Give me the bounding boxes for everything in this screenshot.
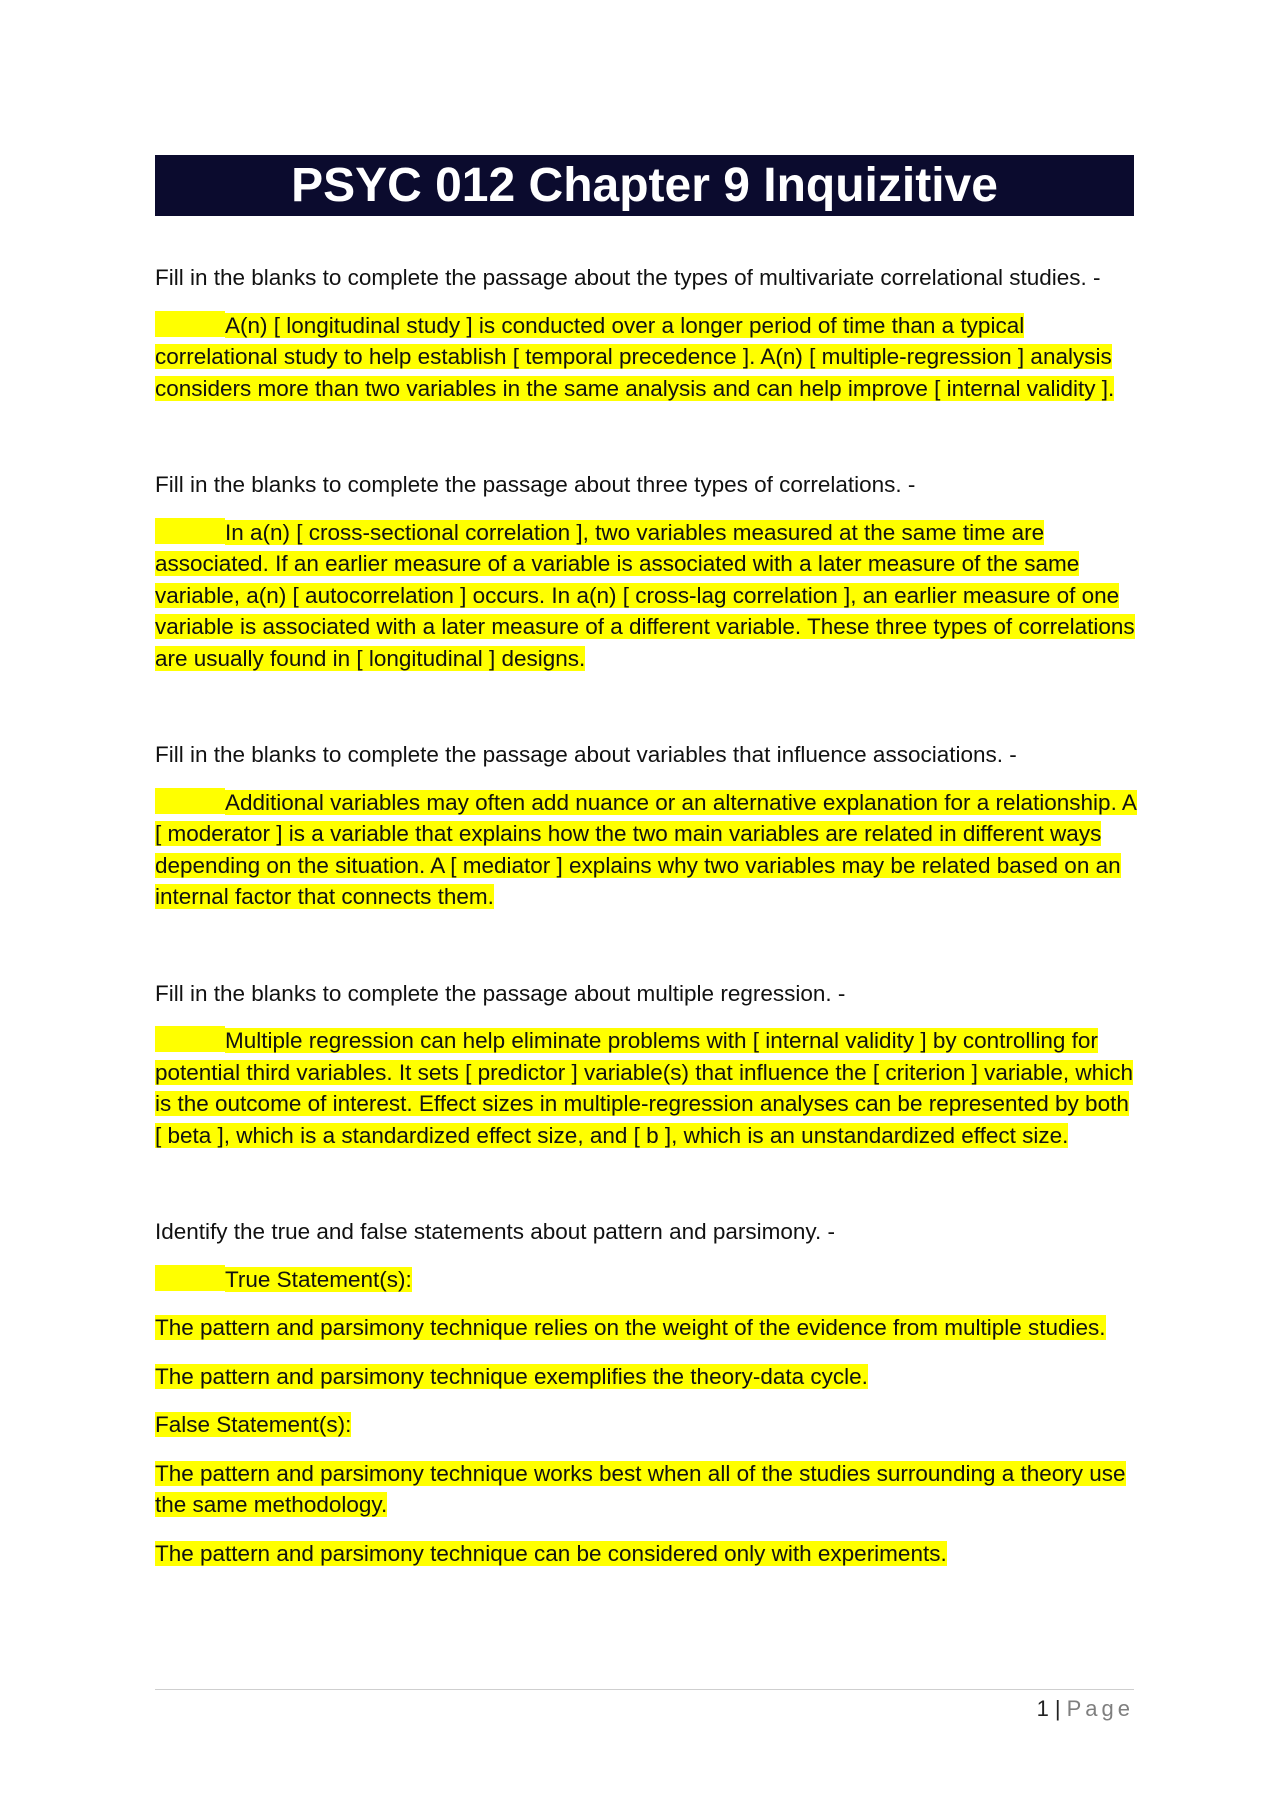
document-title: PSYC 012 Chapter 9 Inquizitive xyxy=(155,155,1134,216)
false-statement: The pattern and parsimony technique can be considered only with experiments. xyxy=(155,1540,947,1566)
question-block xyxy=(155,469,1140,674)
answer-highlight: Additional variables may often add nuance or an alternative explanation for a relationship. A [ moderator ] is a variable that explains how the two main variables are related in different ways depending on the situation. A [ mediator ] explains why two variables may be related based on an internal factor that connects them. xyxy=(155,789,1137,909)
footer-divider xyxy=(155,1689,1134,1690)
document-body xyxy=(155,262,1140,1586)
answer-highlight: A(n) [ longitudinal study ] is conducted over a longer period of time than a typical correlational study to help establish [ temporal precedence ]. A(n) [ multiple-regression ] analysis considers more than two variables in the same analysis and can help improve [ internal validity ]. xyxy=(155,312,1115,401)
false-statement: The pattern and parsimony technique works best when all of the studies surrounding a theory use the same methodology. xyxy=(155,1460,1126,1517)
page-footer xyxy=(1037,1694,1134,1724)
answer-highlight: Multiple regression can help eliminate problems with [ internal validity ] by controlling for potential third variables. It sets [ predictor ] variable(s) that influence the [ criterion ] variable, which is the outcome of interest. Effect sizes in multiple-regression analyses can be represented by both [ beta ], which is a standardized effect size, and [ b ], which is an unstandardized effect size. xyxy=(155,1028,1133,1148)
question-text: Fill in the blanks to complete the passage about multiple regression. - xyxy=(155,980,846,1006)
page-number: 1 xyxy=(1036,1696,1049,1721)
false-heading: False Statement(s): xyxy=(155,1412,352,1437)
question-block xyxy=(155,739,1140,913)
answer-text xyxy=(155,517,1140,675)
question-block xyxy=(155,262,1140,404)
footer-separator: | xyxy=(1054,1696,1061,1721)
question-block xyxy=(155,978,1140,1152)
question-text: Fill in the blanks to complete the passage about three types of correlations. - xyxy=(155,472,916,497)
page-label: Page xyxy=(1066,1696,1134,1721)
answer-text xyxy=(155,310,1140,405)
question-text: Fill in the blanks to complete the passage about the types of multivariate correlational studies. - xyxy=(155,265,1101,290)
true-statement: The pattern and parsimony technique relies on the weight of the evidence from multiple studies. xyxy=(155,1315,1106,1340)
pattern-parsimony-block xyxy=(155,1216,1140,1569)
answer-text xyxy=(155,1025,1140,1151)
answer-highlight: In a(n) [ cross-sectional correlation ], two variables measured at the same time are associated. If an earlier measure of a variable is associated with a later measure of the same variable, a(n) [ autocorrelation ] occurs. In a(n) [ cross-lag correlation ], an earlier measure of one variable is associated with a later measure of a different variable. These three types of correlations are usually found in [ longitudinal ] designs. xyxy=(155,519,1135,671)
question-text: Fill in the blanks to complete the passage about variables that influence associations. - xyxy=(155,742,1017,767)
true-statement: The pattern and parsimony technique exemplifies the theory-data cycle. xyxy=(155,1363,868,1389)
true-heading: True Statement(s): xyxy=(155,1264,1140,1296)
question-text: Identify the true and false statements about pattern and parsimony. - xyxy=(155,1219,835,1244)
answer-text xyxy=(155,787,1140,913)
